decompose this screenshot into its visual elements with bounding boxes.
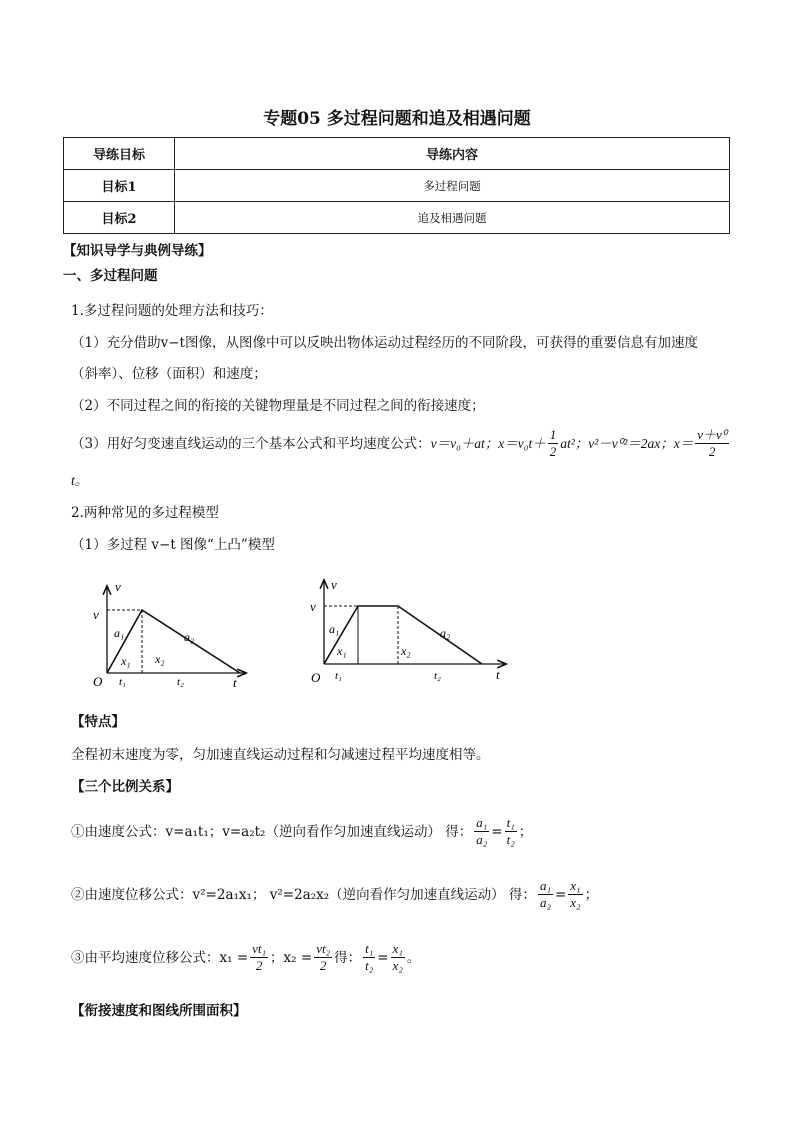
- table-header-row: [64, 138, 730, 170]
- formula-velocity: v＝v₀＋at；: [430, 435, 499, 451]
- a2-label: a₂: [440, 626, 451, 640]
- ratios-heading: 【三个比例关系】: [71, 779, 179, 795]
- area-heading: 【衔接速度和图线所围面积】: [71, 1003, 247, 1019]
- fraction-average: $\frac{\text{v＋v⁰}}{2}$: [697, 427, 728, 459]
- ratio-3-x1: $\frac{\text{vt₁}}{2}$: [252, 941, 267, 973]
- origin-label: O: [93, 674, 103, 689]
- table-cell-goal: 目标1: [64, 170, 175, 202]
- a2-label: a₂: [184, 630, 195, 644]
- ratio-3-text-b: ；x₂ =: [270, 949, 313, 966]
- ratio-2-lhs: $\frac{\text{a₁}}{\text{a₂}}$: [539, 878, 551, 910]
- ratio-3-text-a: ③由平均速度位移公式：x₁ =: [71, 949, 249, 966]
- table-cell-goal: 目标2: [64, 202, 175, 234]
- table-header-content: 导练内容: [175, 138, 730, 170]
- ratio-3-rhs: $\frac{\text{x₁}}{\text{x₂}}$: [392, 941, 403, 973]
- knowledge-heading: 【知识导学与典例导练】: [63, 243, 212, 259]
- item-1-3-tail: t。: [71, 473, 89, 488]
- table-cell-content: 追及相遇问题: [175, 202, 730, 234]
- formula-displacement-a: x＝v₀t＋: [498, 435, 546, 451]
- ratio-3: ③由平均速度位移公式：x₁ = $\frac{\text{vt₁}}{2}$ ；x₂ = $\frac{\text{vt₂}}{2}$ 得： $\frac{\text{t₁}}{\text{t₂}}$ = $\frac{\text{x₁}}{\text{x₂}}$ 。: [71, 941, 421, 973]
- a1-label: a₁: [329, 622, 340, 636]
- ratio-2-text: ②由速度位移公式：v²=2a₁x₁； v²=2a₂x₂（逆向看作匀加速直线运动） 得：: [71, 886, 536, 903]
- item-1: 1.多过程问题的处理方法和技巧：: [71, 303, 273, 319]
- a1-label: a₁: [114, 626, 125, 640]
- vt-graph-trapezoid: [300, 575, 515, 690]
- ratio-1-text: ①由速度公式：v=a₁t₁；v=a₂t₂（逆向看作匀加速直线运动） 得：: [71, 823, 473, 840]
- fraction-half: $\frac{1}{2}$: [549, 427, 557, 459]
- table-row: [64, 202, 730, 234]
- v-tick-label: v: [310, 599, 316, 614]
- table-cell-content: 多过程问题: [175, 170, 730, 202]
- v-tick-label: v: [93, 607, 99, 622]
- ratio-2-rhs: $\frac{\text{x₁}}{\text{x₂}}$: [570, 878, 581, 910]
- t-axis-label: t: [233, 675, 237, 690]
- x2-label: x₂: [155, 652, 165, 666]
- x1-label: x₁: [337, 644, 347, 658]
- origin-label: O: [311, 670, 321, 685]
- ratio-1: ①由速度公式：v=a₁t₁；v=a₂t₂（逆向看作匀加速直线运动） 得： $\frac{\text{a₁}}{\text{a₂}}$ = $\frac{\text{t₁}}{\text{t₂}}$ ；: [71, 815, 533, 847]
- v-axis-label: v: [331, 577, 337, 592]
- features-heading: 【特点】: [71, 714, 125, 730]
- ratio-3-end: 。: [406, 949, 421, 966]
- t2-label: t₂: [177, 676, 184, 688]
- x1-label: x₁: [121, 654, 131, 668]
- features-text: 全程初末速度为零，匀加速直线运动过程和匀减速过程平均速度相等。: [71, 747, 490, 763]
- formula-displacement-b: at²；v²－v⁰²＝2ax；x＝: [560, 435, 694, 451]
- page-title: 专题05 多过程问题和追及相遇问题: [263, 109, 531, 129]
- ratio-3-text-c: 得：: [334, 949, 362, 966]
- ratio-2-end: ；: [584, 886, 599, 903]
- item-1-1b: （斜率）、位移（面积）和速度；: [71, 366, 267, 382]
- item-1-1a: （1）充分借助v−t图像，从图像中可以反映出物体运动过程经历的不同阶段，可获得的重要信息有加速度: [71, 335, 698, 351]
- item-2: 2.两种常见的多过程模型: [71, 505, 219, 521]
- t1-label: t₁: [335, 670, 342, 682]
- ratio-3-x2: $\frac{\text{vt₂}}{2}$: [316, 941, 331, 973]
- table-header-goal: 导练目标: [64, 138, 175, 170]
- ratio-1-end: ；: [518, 823, 533, 840]
- item-2-1: （1）多过程 v−t 图像“上凸”模型: [71, 537, 275, 553]
- t1-label: t₁: [119, 676, 126, 688]
- v-axis-label: v: [115, 579, 121, 594]
- ratio-2: ②由速度位移公式：v²=2a₁x₁； v²=2a₂x₂（逆向看作匀加速直线运动） 得： $\frac{\text{a₁}}{\text{a₂}}$ = $\frac{\text{x₁}}{\text{x₂}}$ ；: [71, 878, 599, 910]
- ratio-1-lhs: $\frac{\text{a₁}}{\text{a₂}}$: [476, 815, 488, 847]
- item-1-3: [71, 427, 731, 460]
- item-1-3-text: （3）用好匀变速直线运动的三个基本公式和平均速度公式：: [71, 435, 431, 452]
- ratio-3-lhs: $\frac{\text{t₁}}{\text{t₂}}$: [365, 941, 374, 973]
- ratio-1-rhs: $\frac{\text{t₁}}{\text{t₂}}$: [506, 815, 515, 847]
- t-axis-label: t: [496, 667, 500, 682]
- x2-label: x₂: [401, 644, 411, 658]
- t2-label: t₂: [434, 670, 441, 682]
- part1-heading: 一、多过程问题: [63, 268, 158, 284]
- vt-graph-triangle: [85, 575, 255, 690]
- item-1-2: （2）不同过程之间的衔接的关键物理量是不同过程之间的衔接速度；: [71, 398, 485, 414]
- table-row: [64, 170, 730, 202]
- goals-table: [63, 137, 730, 234]
